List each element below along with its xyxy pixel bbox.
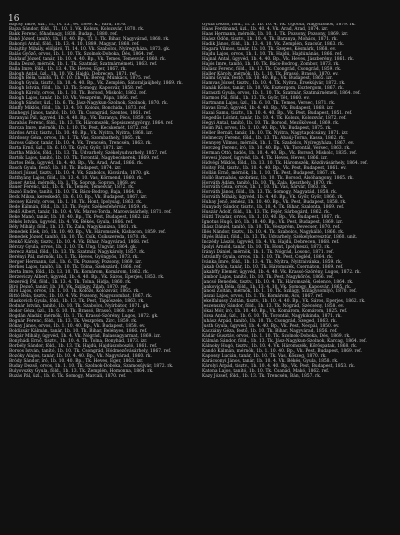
directory-entry: Basch Gyula, festő, 1b. 10. Tk. Budapest, 1874. izr. <box>9 165 122 171</box>
directory-entry: Hajnal Antal, ügyvéd, 1b. 4. 40. Bp., Vk. Heves, Jászberény, 1861. rk. <box>202 56 354 62</box>
directory-entry: Bély Mihály, föld., 1b. 13. Tk. Zala, Nagykanizsa, 1861. rk. <box>9 225 138 231</box>
directory-entry: Horváth Ádám, tanító, 1b. 10. Tk. Zala, Keszthely, 1870. rk. <box>202 180 333 186</box>
directory-entry: Hoitsy Pál, tisztv., 1b. 10. 4. 40. Bp., Vk. Pest, Budapest, 1861. ev. <box>202 165 347 171</box>
directory-entry: Bródy Sándor, író, 1b. 10. 40. Bp., Tk. Heves, Eger, 1863. izr. <box>9 358 144 364</box>
directory-entry: Bíró Dezső, tanár, 1b. 10. Vk. Szilágy, Zilah, 1870. ref. <box>9 284 128 290</box>
directory-entry: Barcza Imre, mérnök, 1b. 1. 10. Tk. Pest, Kecskemét, 1872. ref. <box>9 126 149 132</box>
directory-entry: Jánosi Zoltán, mérnök, 1b. 1. 10. Tk. Szilágy, Szilágysomlyó, 1870. ref. <box>202 289 357 295</box>
directory-entry: Buzás Pál, üzl., 1b. 6. Tk. Somogy, Marcali, 1870. ref. <box>9 373 127 379</box>
directory-entry: Hegedűs Lóránt, tanár, 1b. 10. 4. Tk. Kolozs, Kolozsvár, 1872. ref. <box>202 116 347 122</box>
directory-entry: Horváth János, föld., 1b. 13. Tk. Somogy, Nagyatád, 1858. rk. <box>202 190 338 196</box>
directory-entry: Benedek Elek, író, 1b. 10. 40. Bp., Vk. Háromszék, Kisbacon, 1859. ref. <box>9 230 166 236</box>
directory-entry: Bittó Béla, tisztv., 1b. 10. 4. Vk. Pozsony, Nagyszombat, 1867. rk. <box>9 294 153 300</box>
directory-entry: Józsa Antal, üzl., 1b. 6. 10. Tk. Torontál, Nagykikinda, 1871. rk. <box>202 314 342 320</box>
directory-entry: Havas Ernő, ügyvéd, 1b. 4. 40. Bp., Vk. Budapest, 1868. izr. <box>202 106 334 112</box>
directory-entry: Herczeg Ferenc, író, 1b. 10. 40. Bp., Vk. Torontál, Versec, 1863. rk. <box>202 145 351 151</box>
directory-entry: Halász Ferenc, föld., 1b. 13. Tk. Csongrád, Csongrád, 1859. rk. <box>202 66 342 72</box>
directory-entry: Kacziány Géza, festő, 1b. 10. Tk. Bihar, Nagyvárad, 1856. ref. <box>202 329 338 335</box>
directory-entry: Becsey Károly, orvos, 1b. 1. 10. Tk. Hont, Ipolyság, 1863. rk. <box>9 200 143 206</box>
directory-entry: Hennyey Vilmos, mérnök, 1b. 1. Tk. Szabolcs, Nyíregyháza, 1867. ev. <box>202 140 355 146</box>
directory-entry: Balogh Lajos, tanár, 1b. 10. Vk. Veszprém, Pápa, 1866. ref. <box>9 96 139 102</box>
directory-entry: Berger Hermann, üzl., 1b. 6. Tk. Pozsony, Pozsony, 1869. izr. <box>9 259 143 265</box>
directory-entry: Jancsó Benedek, tisztv., 1b. 10. 4. Tk. Háromszék, Gelence, 1864. rk. <box>202 279 354 285</box>
directory-entry: Bezerédj Pál, föld., 1b. 13. 4. Tk. Tolna, Hidja, 1860. rk. <box>9 279 132 285</box>
directory-entry: Halmi Gyula, festő, 1b. 10. 40. Bp., Vk. Budapest, 1865. izr. <box>202 76 333 82</box>
directory-entry: Bíró Lajos, orvos, 1b. 1. 10. Tk. Kolozs, Kolozsvár, 1865. rk. <box>9 289 140 295</box>
directory-entry: Bauer Antal, mérnök, 1b. 1. Tk. Sopron, Sopron, 1868. ev. <box>9 180 137 186</box>
directory-entry: Bozóky Alajos, tanár, 1b. 10. 4. 40. Bp., Vk. Nagyvárad, 1860. rk. <box>9 353 152 359</box>
directory-entry: Bárdos Artúr, tisztv., 1b. 10. 40. Bp., Vk. Nyitra, Nyitra, 1868. izr. <box>9 130 153 136</box>
directory-entry: Boldizsár Kálmán, tanár, 1b. 10. Tk. Bihar, Belényes, 1866. ref. <box>9 329 148 335</box>
directory-entry: Illés Nándor, tisztv., 1b. 10. 4. Tk. Szabolcs, Nagykálló, 1866. rk. <box>202 230 345 236</box>
directory-entry: Ivánka Imre, föld., 1b. 13. 4. Tk. Nyitra, Nyitraivánka, 1859. rk. <box>202 259 343 265</box>
directory-entry: Balás Győző, orvos, 1b. 1. 10. Tk. Szolnok-Doboka, Dés, 1864. ref. <box>9 51 155 57</box>
directory-entry: Buday Dezső, orvos, 1b. 1. 10. Tk. Szolnok-Doboka, Szamosújvár, 1872. rk. <box>9 363 174 369</box>
directory-entry: Baldauf József, tanár, 1b. 10. 4. 40. Bp., Vk. Temes, Temesvár, 1860. rk. <box>9 56 167 62</box>
directory-entry: Katona Lajos, tanító, 1b. 10. Tk. Csanád, Makó, 1862. ref. <box>202 368 330 374</box>
directory-entry: Horváth Géza, orvos, 1b. 1. 10. Tk. Vas, Sárvár, 1863. rk. <box>202 185 328 191</box>
directory-entry: Kazy József, föld., 1b. 13. Tk. Trencsén, Bán, 1857. rk. <box>202 373 322 379</box>
directory-entry: Jakabffy Elemér, ügyvéd, 1b. 4. 40. Vk. Krassó-Szörény, Lugos, 1872. rk. <box>202 269 361 275</box>
directory-entry: Batthyány Lajos, föld., 1b. 13. 4. 10. Vas, Körmend, 1860. rk. <box>9 175 143 181</box>
directory-entry: Bánffy Miklós, föld., 1b. 13. 4. 10. Kolozs, Bonchida, 1873. ref. <box>9 106 147 112</box>
directory-entry: Bazsó Endre, tanító, 1b. 10. Tk. Bács-Bodrog, Baja, 1864. rk. <box>9 190 143 196</box>
directory-entry: Benkő Károly, tisztv., 1b. 10. 4. Vk. Bihar, Nagyvárad, 1868. ref. <box>9 239 150 245</box>
directory-entry: Berta Imre, föld., 1b. 13. 10. Tk. Komárom, Komárom, 1862. rk. <box>9 269 150 275</box>
directory-entry: Bognár Ferenc, föld., 1b. 13. Tk. Veszprém, Zirc, 1859. rk. <box>9 319 138 325</box>
directory-entry: Balajthy Mihály, elöljáró, Tl. 14. 10. Vk. Szabolcs, Nyíregyháza, 1873. gk. <box>9 46 171 52</box>
directory-entry: Bakonyi Antal, föld., 1b. 13. 4. 10. 1889. Magyar, 1868. ref. <box>9 41 140 47</box>
directory-entry: Hubay Jenő, zenész, 1b. 10. 40. Bp., Vk. Pest, Budapest, 1858. rk. <box>202 200 347 206</box>
directory-entry: Bókay János, orvos, 1b. 1. 10. 40. Bp., Vk. Budapest, 1858. ev. <box>9 324 146 330</box>
directory-entry: Bajza Sándor, föld., Tl., 10. 1. Vk. Kolozs, Kolozsvár, 1870. rk. <box>9 26 145 32</box>
directory-entry: Ihász Dániel, tanító, 1b. 10. Tk. Veszprém, Devecser, 1870. ref. <box>202 225 341 231</box>
directory-entry: Károlyi Árpád, tisztv., 1b. 10. 4. 40. Bp., Vk. Pest, Budapest, 1853. rk. <box>202 363 355 369</box>
directory-entry: Bauer Ferenc, üzl., 1b. 6. Tk. Temes, Temesvár, 1872. rk. <box>9 185 135 191</box>
directory-entry: Bede Kálmán, föld., 1b. 13. Tk. Fejér, Székesfehérvár, 1859. rk. <box>9 205 149 211</box>
directory-entry: Heller Bernát, tanár, 1b. 10. Tk. Nyitra, Nagytapolcsány, 1871. izr. <box>202 130 349 136</box>
directory-entry: Holló Barnabás, szobrász, 1b. 10. Tk. Borsod, Alsóhangony, 1865. rk. <box>202 175 354 181</box>
directory-entry: Illyés Bálint, föld., 1b. 13. Tk. Udvarhely, Székelykeresztúr, 1860. unit. <box>202 234 358 240</box>
directory-entry: Bulyovszky Gyula, föld., 1b. 13. Tk. Zemplén, Homonna, 1864. rk. <box>9 368 154 374</box>
directory-entry: Balogh István, föld., 1b. 13. Tk. Somogy, Kaposvár, 1858. ref. <box>9 86 144 92</box>
directory-entry: Jókai Mór, író, 1b. 10. 40. Bp., Vk. Komárom, Komárom, 1825. ref. <box>202 309 348 315</box>
directory-entry: Borbély Sándor, föld., 1b. 13. Tk. Hajdú, Hajdúszoboszló, 1861. ref. <box>9 343 158 349</box>
directory-entry: Bérczy Gyula, orvos, 1b. 1. 10. Tk. Ung, Ungvár, 1864. gk. <box>9 244 138 250</box>
directory-entry: Bogdán Aladár, mérnök, 1b. 1. Tk. Krassó-Szörény, Lugos, 1872. gk. <box>9 314 159 320</box>
directory-entry: Kapossy Lucián, tanár, 1b. 10. Tk. Vas, Kőszeg, 1870. rk. <box>202 353 327 359</box>
directory-entry: Jankovich Béla, föld., 1b. 13. 4. 10. Vk. Somogy, Kaposvár, 1865. rk. <box>202 284 352 290</box>
directory-entry: Jekelfalussy Zoltán, tisztv., 1b. 10. 4. 40. Bp., Vk. Sáros, Eperjes, 1862. rk. <box>202 299 366 305</box>
directory-entry: Gyula Dezső, föld., Tl. 5. 1b. 10. 4. Vk. Ugocsa, Nagyszőllős, 1879. rk. <box>202 23 356 27</box>
directory-entry: Jászai Lajos, orvos, 1b. 1. Tk. Komárom, Ács, 1867. ref. <box>202 294 324 300</box>
directory-entry: Bonyhádi Ernő, tisztv., 1b. 10. 4. Tk. Tolna, Bonyhád, 1873. izr. <box>9 339 148 344</box>
directory-entry: Balla Imre, föld., 1b. 13. 4. Tk. Heves, Eger, 1867. rk. <box>9 66 127 72</box>
directory-entry: Balla Dezső, mérnök, 1b. 1. Tk. Szatmár, Szatmárnémeti, 1863. ref. <box>9 61 158 67</box>
directory-entry: Benedek József, tanító, 1b. 10. Tk. Csík, Csíkszereda, 1870. rk. <box>9 234 148 240</box>
directory-entry: Bajcsy Imre, üzl., Tl., IV. 15., ev. 1899. k., Várd, 1876. <box>9 23 127 27</box>
directory-entry: Beke Manó, tanár, 1b. 10. 40. Bp., Tk. Pest, Budapest, 1862. izr. <box>9 215 150 221</box>
directory-entry: Justh Gyula, ügyvéd, 1b. 4. 40. Bp., Vk. Pest, Necpál, 1850. ev. <box>202 324 340 330</box>
directory-entry: Bakk Ferenc, főhadnagy, 1838. Budap., 1880. ref. <box>9 31 118 37</box>
directory-entry: Berkes Lajos, tanító, 1b. 10. Tk. Tolna, Szekszárd, 1866. ref. <box>9 264 142 270</box>
directory-entry: Kálnoky Hugó, tisztv., 1b. 10. 4. Vk. Háromszék, Kőröspatak, 1868. rk. <box>202 343 358 349</box>
directory-entry: Heim Pál, orvos, 1b. 1. 10. 40. Bp., Vk. Budapest, 1875. rk. <box>202 126 332 132</box>
page-number: 16 <box>8 14 20 24</box>
directory-entry: Balogh Antal, üzl., 1b. 10. Vk. Hajdú, Debrecen, 1871. ref. <box>9 71 138 77</box>
directory-entry: Hunyady Sándor, tisztv., 1b. 10. 4. Tk. Bihar, Szalonta, 1869. ref. <box>202 205 345 211</box>
directory-entry: Barabás Ferenc, föld., 1b. 13. Tk. Háromszék, Sepsiszentgyörgy, 1864. ref. <box>9 121 174 127</box>
directory-entry: Hollán Ernő, mérnök, 1b. 1. 10. Tk. Pest, Budapest, 1867. rk. <box>202 170 337 176</box>
directory-entry: Hartmann Lajos, üzl., 1b. 6. 10. Tk. Temes, Versec, 1871. rk. <box>202 101 336 107</box>
directory-entry: Bartos Béla, ügyvéd, 1b. 4. 40. Bp., Vk. Arad, Arad, 1866. rk. <box>9 160 144 166</box>
directory-entry: Bolgár Mihály, ügyvéd, 1b. 4. Vk. Nógrád, Balassagyarmat, 1869. izr. <box>9 334 161 340</box>
directory-entry: Borsos István, tanító, 1b. 10. Tk. Csongrád, Hódmezővásárhely, 1867. ref. <box>9 348 172 354</box>
directory-entry: Kandó Kálmán, mérnök, 1b. 1. 10. 40. Bp., Vk. Pest, Budapest, 1869. ref. <box>202 348 363 354</box>
directory-entry: Bartha Miklós, föld., 1b. 13. Tk. Udvarhely, Székelyudvarhely, 1857. ref. <box>9 150 168 156</box>
directory-entry: Juhász Árpád, tanító, 1b. 10. Tk. Csongrád, Szeged, 1863. rk. <box>202 319 337 325</box>
directory-entry: Beck Miksa, kereskedő, 1b. 6. 10. Bp., Vk. Budapest, 1867. izr. <box>9 195 148 201</box>
directory-entry: Helmeczy Ferenc, föld., 1b. 13. Tk. Abaúj-Torna, Kassa, 1862. rk. <box>202 135 346 141</box>
directory-entry: Hamvas József, tisztv., 1b. 10. 4. Tk. Nyitra, Érsekújvár, 1872. rk. <box>202 81 346 87</box>
directory-entry: Berzeviczy Albert, ügyvéd, 1b. 4. 40. Bp., Vk. Sáros, Eperjes, 1853. rk. <box>9 274 165 280</box>
directory-entry: Kálmán Sándor, föld., 1b. 13. Tk. Jász-Nagykun-Szolnok, Karcag, 1864. ref. <box>202 339 367 344</box>
directory-entry: Haas Hermann, mérnök, 1b. 10. 1. Tk. Pozsony, Pozsony, 1869. izr. <box>202 31 349 37</box>
directory-entry: Blaskovich Gyula, föld., 1b. 13. Tk. Pest, Tápiószele, 1863. rk. <box>9 299 145 305</box>
directory-entry: Bodnár István, tanító, 1b. 10. Tk. Szabolcs, Nyírbátor, 1871. gk. <box>9 304 150 310</box>
directory-entry: Hegyi Antal, tanító, 1b. 10. Tk. Borsod, Mezőkövesd, 1869. rk. <box>202 121 340 127</box>
directory-entry: Bátori József, tisztv., 1b. 10. 4. Vk. Szabolcs, Kisvárda, 1870. gk. <box>9 170 151 176</box>
directory-entry: Huszár Adolf, föld., 1b. 13. Tk. Fejér, Sárbogárd, 1862. rk. <box>202 210 331 216</box>
directory-entry: Balogh Sándor, üzl., 1b. 6. Tk. Jász-Nagykun-Szolnok, Szolnok, 1870. rk. <box>9 101 169 107</box>
directory-entry: Hevesi József, ügyvéd, 1b. 4. Tk. Heves, Heves, 1866. izr. <box>202 155 328 161</box>
directory-entry: Bartók Lajos, tanító, 1b. 10. Tk. Torontál, Nagybecskerek, 1869. ref. <box>9 155 160 161</box>
directory-entry: Balogh Gyula, tisztv., 1b. 10. 4. 40. Bp., Vk. Zemplén, Sátoraljaújhely, 1869. rk. <box>9 81 183 87</box>
directory-entry: Berecz Antal, föld., 1b. 13. Tk. Szatmár, Nagykároly, 1857. rk. <box>9 249 146 255</box>
directory-entry: Hidvégi Miklós, föld., 1b. 13. 10. Tk. Háromszék, Kézdivásárhely, 1864. ref. <box>202 160 368 166</box>
directory-entry: Jeszenszky Sándor, föld., 1b. 13. Tk. Nógrád, Szécsény, 1858. ev. <box>202 304 345 310</box>
directory-entry: Baross Gábor, tanár, 1b. 10. 4. Vk. Trencsén, Trencsén, 1863. rk. <box>9 140 152 146</box>
directory-entry: Bodor Géza, üzl., 1b. 6. 10. Tk. Brassó, Brassó, 1868. ref. <box>9 309 135 315</box>
directory-entry: Baranyai Pál, ügyvéd, 1b. 4. 40. Bp., Vk. Baranya, Pécs, 1859. rk. <box>9 116 153 122</box>
directory-entry: Haller Károly, mérnök, 1b. 1. 10. Tk. Brassó, Brassó, 1870. ev. <box>202 71 339 77</box>
directory-entry: Haraszti Gyula, orvos, 1b. 1. 10. Tk. Szatmár, Szatmárnémeti, 1864. ref. <box>202 91 361 97</box>
directory-entry: Herman Ottó, tudós, 1b. 10. 4. 40. Bp., Vk. Borsod, Miskolc, 1835. ref. <box>202 150 357 156</box>
directory-entry: Kádár Gusztáv, orvos, 1b. 1. 10. Tk. Szolnok-Doboka, Dés, 1869. rk. <box>202 334 351 340</box>
directory-entry: Jámbor Lajos, tanító, 1b. 10. Tk. Pest, Nagykőrös, 1866. ref. <box>202 274 334 280</box>
directory-entry: Bakó József, tanító, 1b. 10. 40. Bp., Tl. 1. Tk. Bihar, Nagyvárad, 1868. rk. <box>9 36 170 42</box>
directory-entry: Balogh Károly, orvos, 1b. 1. 10. Tk. Borsod, Miskolc, 1862. ref. <box>9 91 147 97</box>
directory-entry: Haász Ödön, tisztv., 1b. 10. 4. Tk. Baranya, Mohács, 1871. rk. <box>202 36 338 42</box>
directory-entry: Ignotus Hugó, író, 1b. 10. 40. Bp., Vk. Pest, Budapest, 1869. izr. <box>202 220 343 226</box>
directory-entry: Berényi Pál, mérnök, 1b. 1. Tk. Heves, Gyöngyös, 1873. rk. <box>9 254 139 260</box>
left-column <box>9 23 199 531</box>
directory-entry: Hadik János, föld., 1b. 13. 4. 10. Vk. Zemplén, Szacsúr, 1863. rk. <box>202 41 345 47</box>
directory-entry: Istvánffy Gyula, orvos, 1b. 1. 10. Tk. Pest, Cegléd, 1864. rk. <box>202 254 334 260</box>
directory-entry: Bedő Albert, tanár, 1b. 10. 4. Vk. Maros-Torda, Marosvásárhely, 1871. ref. <box>9 210 172 216</box>
directory-entry: Hajós Imre, tanító, 1b. 10. Tk. Bács-Bodrog, Zombor, 1873. rk. <box>202 61 340 67</box>
directory-entry: Ipolyi Arnold, tanár, 1b. 10. Tk. Hont, Ipolykeszi, 1873. rk. <box>202 244 331 250</box>
directory-entry: Hazai Samu, tisztv., 1b. 10. 4. 40. Bp., Vk. Pest, Budapest, 1851. ref. <box>202 111 353 117</box>
directory-entry: Hanák Kolos, tanár, 1b. 10. Vk. Esztergom, Esztergom, 1867. rk. <box>202 86 345 92</box>
directory-entry: Jakab Ödön, tanár, 1b. 10. Tk. Háromszék, Csernáton, 1869. ref. <box>202 264 344 270</box>
directory-entry: Barta Ernő, üzl., 1b. 6. 10. Tk. Győr, Győr, 1871. izr. <box>9 145 124 151</box>
directory-entry: Inczédy László, ügyvéd, 1b. 4. Vk. Hajdú, Debrecen, 1868. ref. <box>202 239 340 245</box>
directory-entry: Békés István, ügyvéd, 1b. 4. Vk. Békés, Gyula, 1866. ref. <box>9 220 134 226</box>
directory-entry: Irányi Dániel, mérnök, 1b. 1. Tk. Nógrád, Losonc, 1871. ref. <box>202 249 334 255</box>
directory-entry: Hüttl Tivadar, orvos, 1b. 1. 10. 40. Bp., Vk. Budapest, 1867. rk. <box>202 215 341 221</box>
directory-entry: Horváth Mihály, ügyvéd, 1b. 4. 40. Bp., Vk. Győr, Győr, 1866. rk. <box>202 195 344 201</box>
directory-entry: Haas Ferdinand, üzl., 1b. 40. 4. Vk. Arad, Arad, 1874. izr. <box>202 26 329 32</box>
directory-entry: Harmos Pál, föld., 1b. 13. Tk. Győr, Tét, 1860. ev. <box>202 96 310 102</box>
directory-entry: Bánhegyi János, tanító, 1b. 10. Tk. Csongrád, Szentes, 1861. ref. <box>9 111 152 117</box>
directory-entry: Hagara Vilmos, tanár, 1b. 10. Tk. Szepes, Késmárk, 1868. ev. <box>202 46 337 52</box>
directory-entry: Karácsonyi János, tanár, 1b. 10. 4. Vk. Békés, Gyula, 1858. rk. <box>202 358 339 364</box>
right-column <box>202 23 392 531</box>
directory-entry: Balogh Béla, tanító, Tl. 6. 10. 1b. Tk. Bereg, Munkács, 1875. ref. <box>9 76 152 82</box>
directory-entry: Hajdu Lajos, orvos, 1b. 1. 10. Tk. Hajdú, Hajdúnánás, 1866. ref. <box>202 51 343 57</box>
directory-entry: Bárdossy Géza, orvos, 1b. 1. Tk. Vas, Szombathely, 1865. rk. <box>9 135 142 141</box>
